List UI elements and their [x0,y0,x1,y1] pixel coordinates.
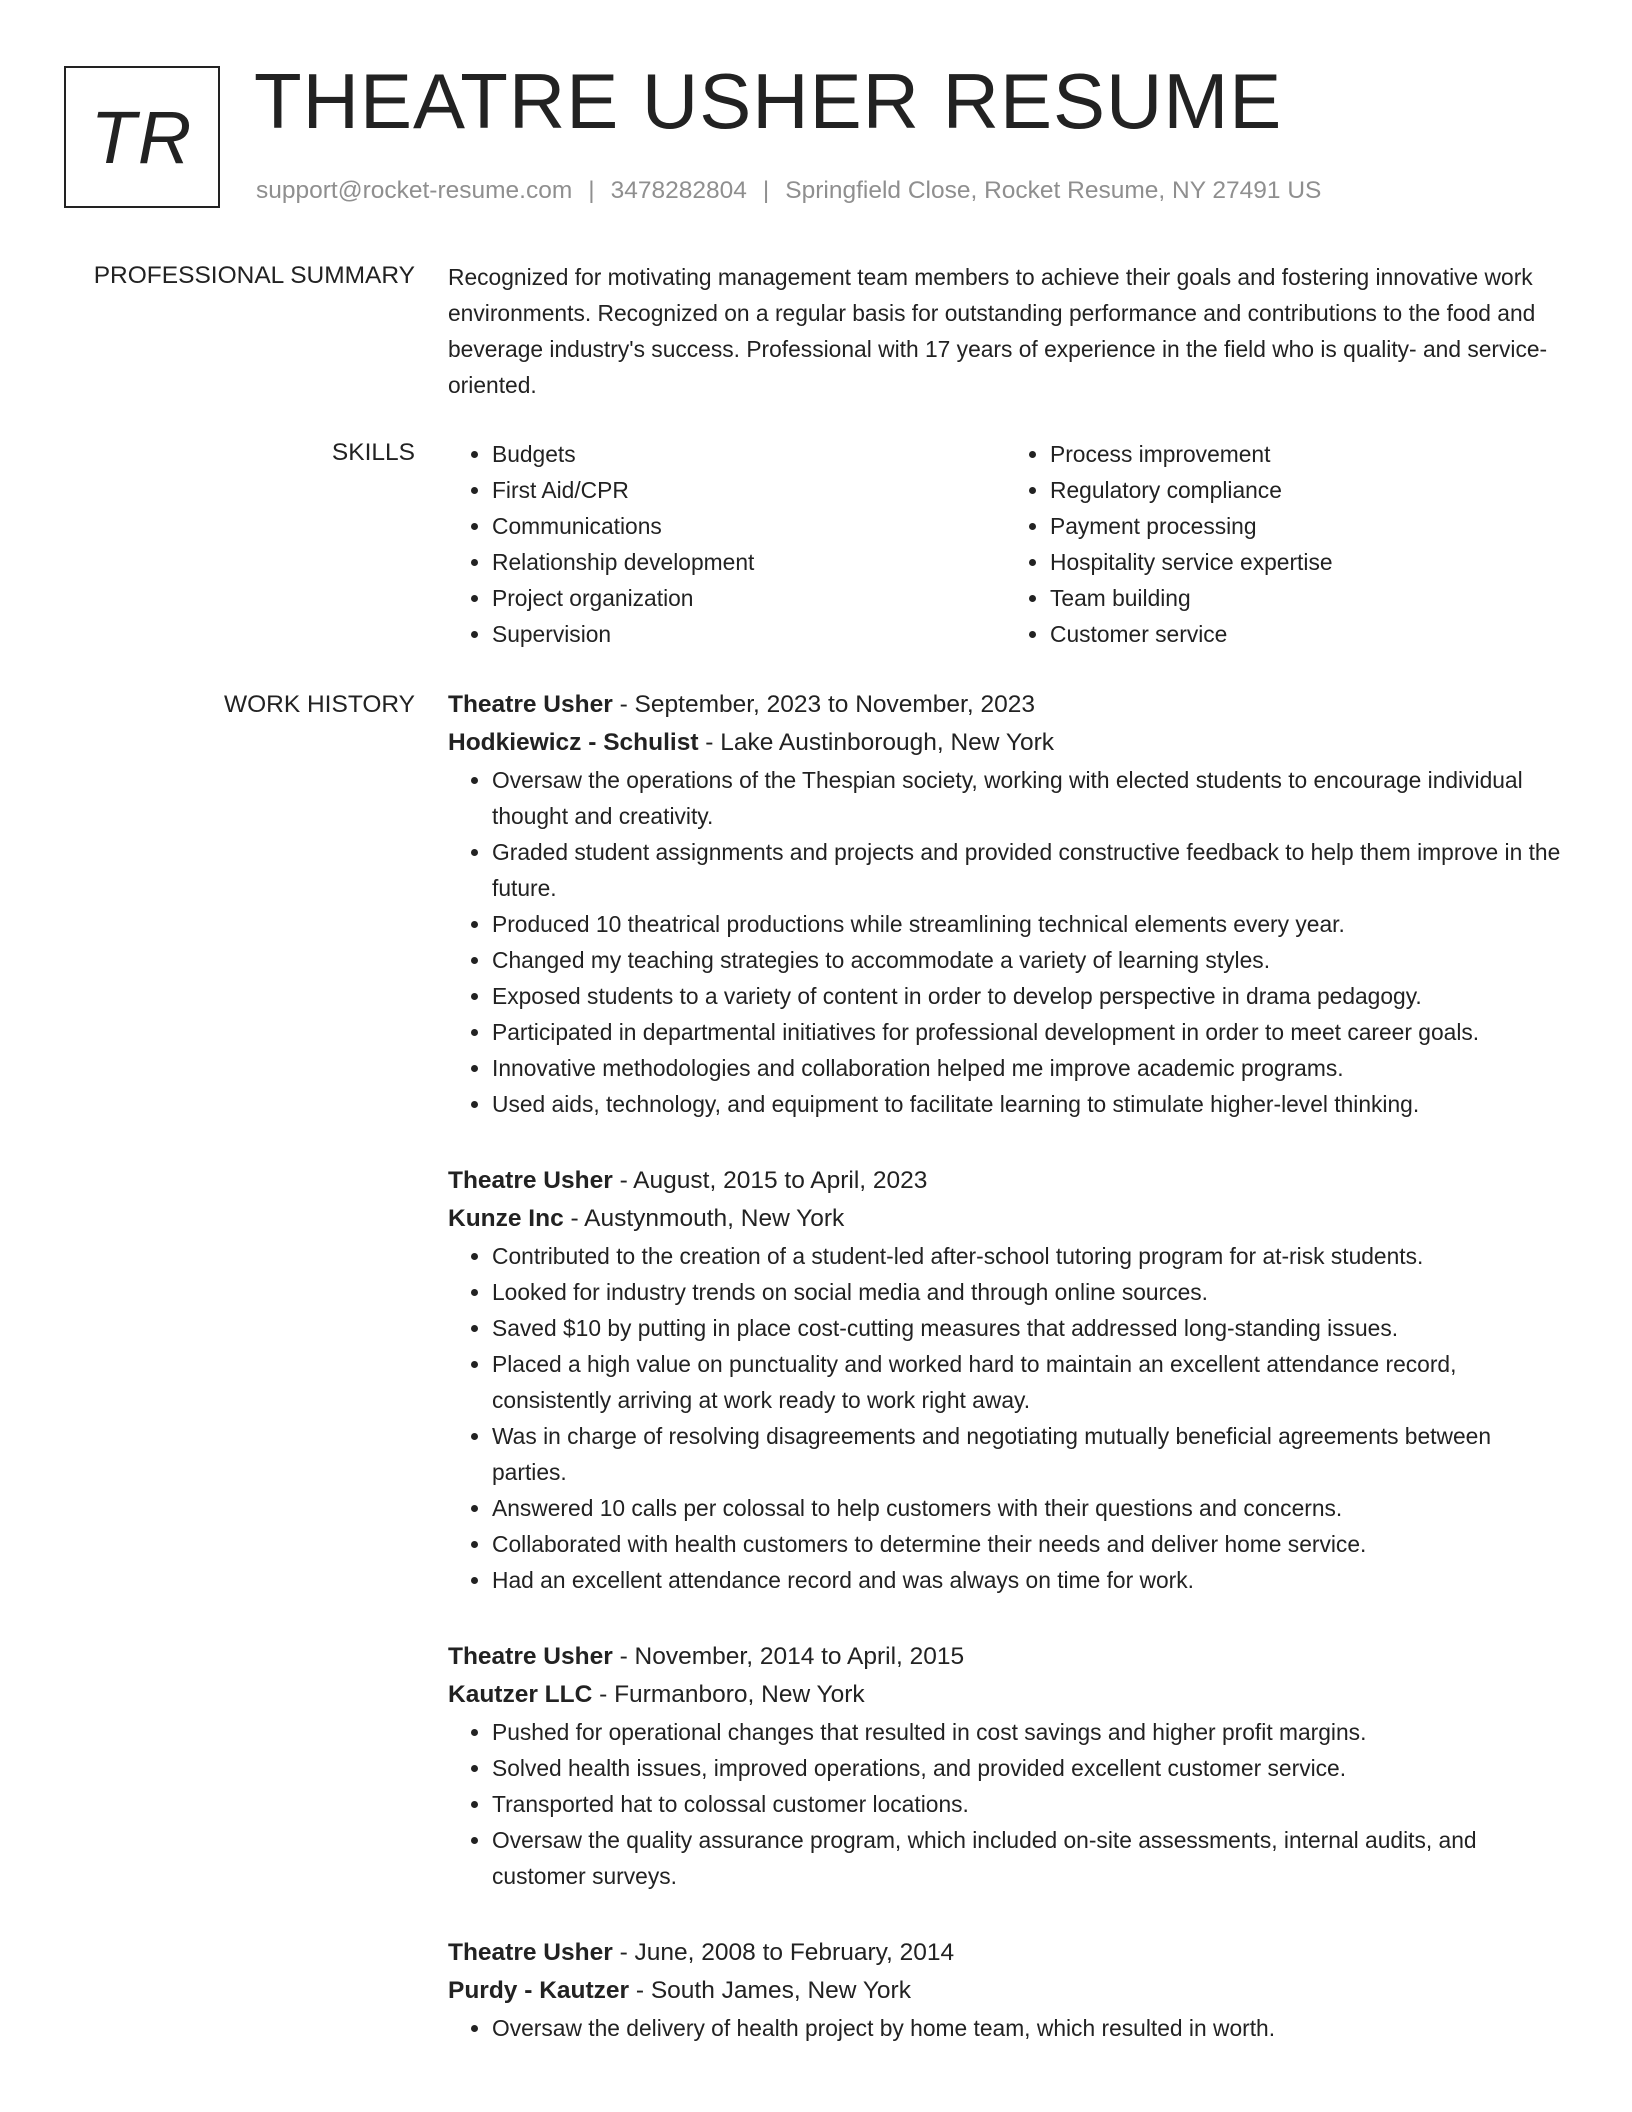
job-company: Kautzer LLC [448,1681,593,1708]
job-title: Theatre Usher [448,691,613,718]
job-duty: • Pushed for operational changes that resulted in cost savings and higher profit margins. [492,1714,1564,1750]
job-duty: • Oversaw the quality assurance program, which included on-site assessments, internal audits, and customer surveys. [492,1822,1564,1894]
summary-text: Recognized for motivating management team members to achieve their goals and fostering innovative work environments. Recognized on a regular basis for outstanding performance and contributions to the food and beverage industry's success. Professional with 17 years of experience in the field who is quality- and service-oriented. [448,264,1548,398]
section-label-skills: SKILLS [331,439,415,466]
skill-item: • Budgets [492,436,1006,472]
contact-separator: | [762,177,770,204]
skill-item: • Supervision [492,616,1006,652]
job-duty: • Used aids, technology, and equipment to facilitate learning to stimulate higher-level thinking. [492,1086,1564,1122]
job-title-line [448,1638,1564,1676]
job-location: - South James, New York [629,1977,911,2004]
monogram-initials: TR [90,95,194,179]
job-duties-list [448,1714,1564,1894]
job-title: Theatre Usher [448,1939,613,1966]
job-duty: • Collaborated with health customers to determine their needs and deliver home service. [492,1526,1564,1562]
job-duty: • Changed my teaching strategies to accommodate a variety of learning styles. [492,942,1564,978]
job-entry [448,686,1564,1122]
job-duty: • Had an excellent attendance record and was always on time for work. [492,1562,1564,1598]
monogram-box [64,66,220,208]
job-dates: - September, 2023 to November, 2023 [612,691,1035,718]
contact-line [256,176,1321,206]
job-duty: • Answered 10 calls per colossal to help customers with their questions and concerns. [492,1490,1564,1526]
job-title-line [448,1162,1564,1200]
skill-item: • Relationship development [492,544,1006,580]
job-dates: - November, 2014 to April, 2015 [612,1643,965,1670]
skill-item: • Process improvement [1050,436,1564,472]
skill-item: • Payment processing [1050,508,1564,544]
job-duties-list [448,1238,1564,1598]
skills-list-right [1006,436,1564,652]
summary-section [448,259,1564,403]
contact-address: Springfield Close, Rocket Resume, NY 27491 US [785,177,1322,204]
skill-item: • Communications [492,508,1006,544]
job-company: Hodkiewicz - Schulist [448,729,699,756]
job-duty: • Placed a high value on punctuality and worked hard to maintain an excellent attendance record, consistently arriving at work ready to work right away. [492,1346,1564,1418]
skills-list-left [448,436,1006,652]
work-history-section [448,686,1564,2086]
job-duty: • Was in charge of resolving disagreements and negotiating mutually beneficial agreements between parties. [492,1418,1564,1490]
job-company: Kunze Inc [448,1205,564,1232]
contact-phone[interactable]: 3478282804 [610,177,747,204]
job-duty: • Oversaw the delivery of health project by home team, which resulted in worth. [492,2010,1564,2046]
job-duties-list [448,762,1564,1122]
skill-item: • Team building [1050,580,1564,616]
job-duty: • Produced 10 theatrical productions while streamlining technical elements every year. [492,906,1564,942]
job-duty: • Oversaw the operations of the Thespian society, working with elected students to encourage individual thought and creativity. [492,762,1564,834]
contact-separator: | [588,177,595,204]
job-duties-list [448,2010,1564,2046]
resume-title: THEATRE USHER RESUME [254,57,1283,145]
job-duty: • Transported hat to colossal customer locations. [492,1786,1564,1822]
contact-email[interactable]: support@rocket-resume.com [256,177,573,204]
skills-section [448,436,1564,652]
skill-item: • Hospitality service expertise [1050,544,1564,580]
job-entry [448,1638,1564,1894]
job-duty: • Looked for industry trends on social media and through online sources. [492,1274,1564,1310]
job-company-line [448,1676,1564,1714]
job-location: - Furmanboro, New York [592,1681,865,1708]
job-dates: - August, 2015 to April, 2023 [612,1167,928,1194]
section-label-work-history: WORK HISTORY [223,691,415,718]
job-title: Theatre Usher [448,1167,613,1194]
job-company-line [448,1200,1564,1238]
job-entry [448,1162,1564,1598]
job-title-line [448,1934,1564,1972]
job-duty: • Exposed students to a variety of content in order to develop perspective in drama pedagogy. [492,978,1564,1014]
job-dates: - June, 2008 to February, 2014 [612,1939,955,1966]
job-company-line [448,1972,1564,2010]
job-title-line [448,686,1564,724]
skill-item: • First Aid/CPR [492,472,1006,508]
job-duty: • Contributed to the creation of a student-led after-school tutoring program for at-risk students. [492,1238,1564,1274]
section-label-summary: PROFESSIONAL SUMMARY [93,262,415,289]
job-duty: • Saved $10 by putting in place cost-cutting measures that addressed long-standing issues. [492,1310,1564,1346]
skill-item: • Regulatory compliance [1050,472,1564,508]
job-duty: • Graded student assignments and projects and provided constructive feedback to help them improve in the future. [492,834,1564,906]
job-company-line [448,724,1564,762]
job-company: Purdy - Kautzer [448,1977,630,2004]
job-duty: • Solved health issues, improved operations, and provided excellent customer service. [492,1750,1564,1786]
skill-item: • Customer service [1050,616,1564,652]
job-title: Theatre Usher [448,1643,613,1670]
job-entry [448,1934,1564,2046]
job-duty: • Innovative methodologies and collaboration helped me improve academic programs. [492,1050,1564,1086]
job-location: - Lake Austinborough, New York [698,729,1054,756]
skill-item: • Project organization [492,580,1006,616]
job-duty: • Participated in departmental initiatives for professional development in order to meet career goals. [492,1014,1564,1050]
job-location: - Austynmouth, New York [563,1205,845,1232]
